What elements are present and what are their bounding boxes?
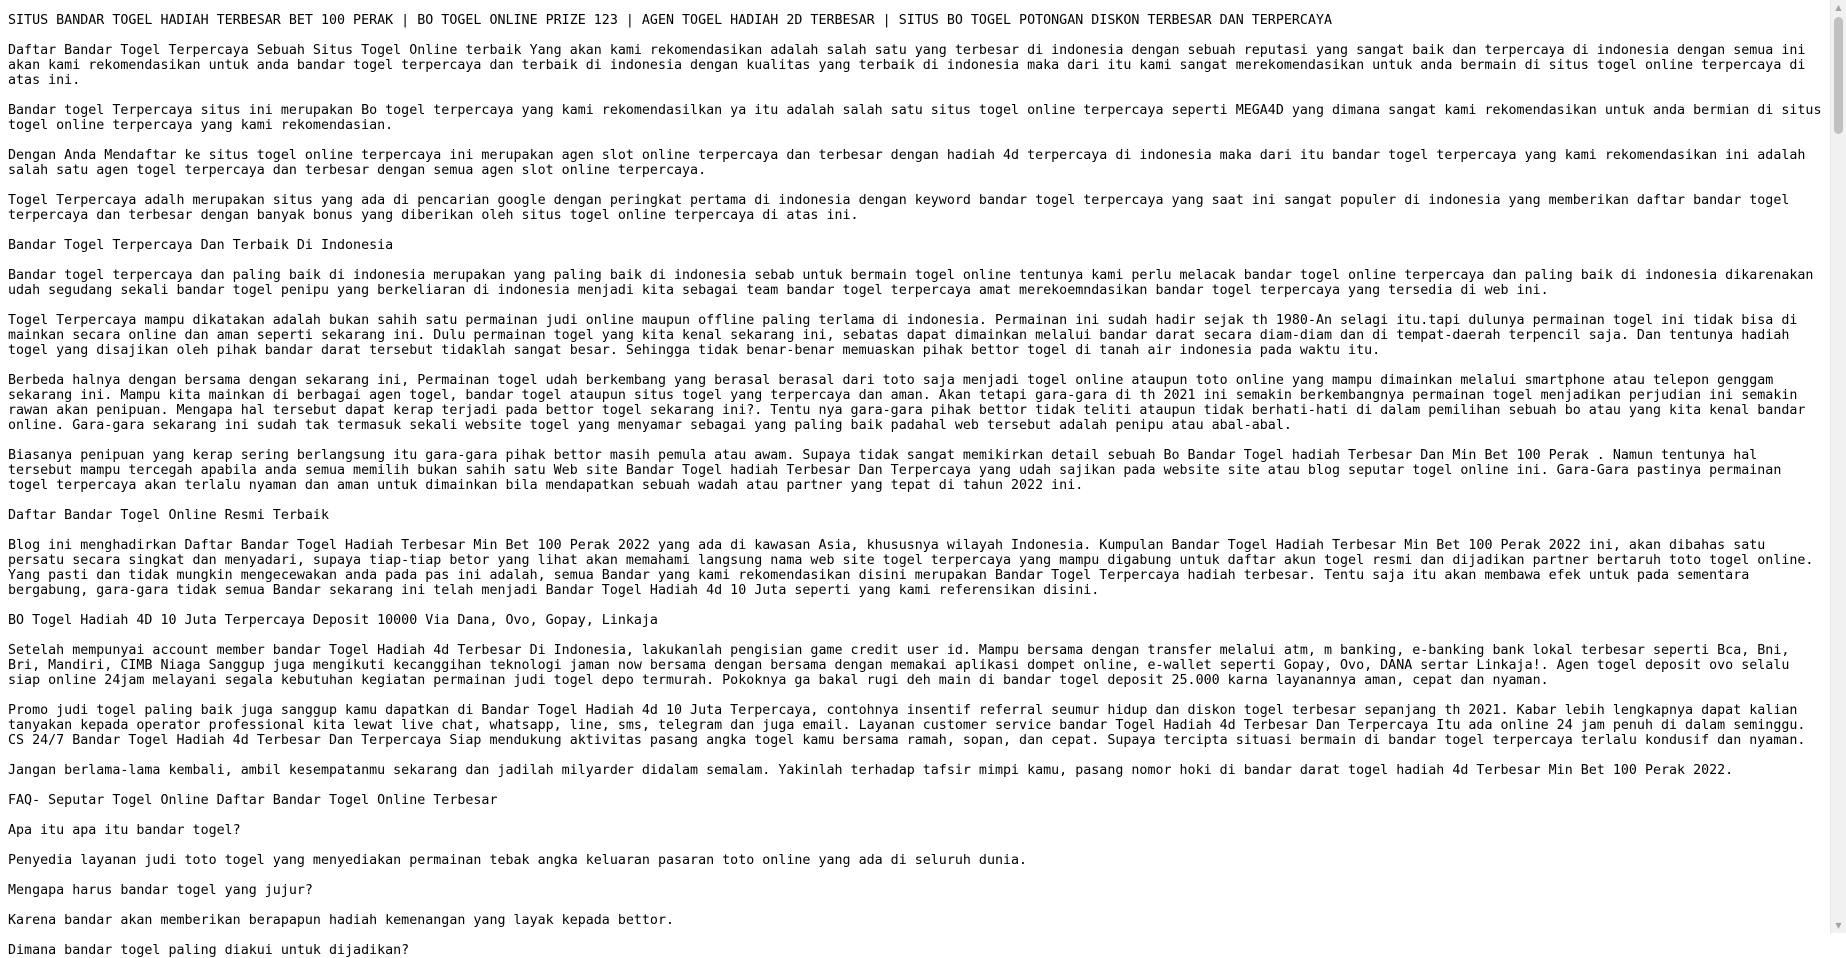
text-paragraph: Bandar Togel Terpercaya Dan Terbaik Di Indonesia (8, 238, 394, 253)
text-paragraph: Bandar togel terpercaya dan paling baik di indonesia merupakan yang paling baik di indonesia sebab untuk bermain togel online tentunya kami perlu melacak bandar togel online terpercaya dan paling baik di indonesia dikarenakan udah segudang sekali bandar togel penipu yang berkeliaran di indonesia menjadi kita sebagai team bandar togel terpercaya amat merekoemndasikan bandar togel terpercaya yang tersedia di web ini. (8, 268, 1822, 298)
text-paragraph: Dengan Anda Mendaftar ke situs togel online terpercaya ini merupakan agen slot online terpercaya dan terbesar dengan hadiah 4d terpercaya di indonesia maka dari itu bandar togel terpercaya yang kami rekomendasikan ini adalah salah satu agen togel terpercaya dan terbesar dengan semua agen slot online terpercaya. (8, 148, 1814, 178)
text-paragraph: Biasanya penipuan yang kerap sering berlangsung itu gara-gara pihak bettor masih pemula atau awam. Supaya tidak sangat memikirkan detail sebuah Bo Bandar Togel hadiah Terbesar Dan Min Bet 100 Perak . Namun tentunya hal tersebut mampu tercegah apabila anda semua memilih bukan sahih satu Web site Bandar Togel hadiah Terbesar Dan Terpercaya yang udah sajikan pada website site atau blog seputar togel online ini. Gara-Gara pastinya permainan togel terpercaya akan terlalu nyaman dan aman untuk dimainkan bila mendapatkan sebuah wadah atau partner yang tepat di tahun 2022 ini. (8, 448, 1790, 493)
text-paragraph: Bandar togel Terpercaya situs ini merupakan Bo togel terpercaya yang kami rekomendasilkan ya itu adalah salah satu situs togel online terpercaya seperti MEGA4D yang dimana sangat kami rekomendasikan untuk anda bermian di situs togel online terpercaya yang kami rekomendasian. (8, 103, 1830, 133)
page-heading: SITUS BANDAR TOGEL HADIAH TERBESAR BET 100 PERAK | BO TOGEL ONLINE PRIZE 123 | AGEN TOGEL HADIAH 2D TERBESAR | SITUS BO TOGEL POTONGAN DISKON TERBESAR DAN TERPERCAYA (8, 13, 1332, 28)
scroll-up-arrow-icon[interactable]: ▲ (1835, 3, 1842, 12)
text-paragraph: Setelah mempunyai account member bandar Togel Hadiah 4d Terbesar Di Indonesia, lakukanlah pengisian game credit user id. Mampu bersama dengan transfer melalui atm, m banking, e-banking bank lokal terbesar seperti Bca, Bni, Bri, Mandiri, CIMB Niaga Sanggup juga mengikuti kecanggihan teknologi jaman now bersama dengan bersama dengan memakai aplikasi dompet online, e-wallet seperti Gopay, Ovo, DANA sertar Linkaja!. Agen togel deposit ovo selalu siap online 24jam melayani segala kebutuhan kegiatan permainan judi togel depo termurah. Pokoknya ga bakal rugi deh main di bandar togel deposit 25.000 karna layanannya aman, cepat dan nyaman. (8, 643, 1798, 688)
text-paragraph: Apa itu apa itu bandar togel? (8, 823, 241, 838)
text-paragraph: Togel Terpercaya adalh merupakan situs yang ada di pencarian google dengan peringkat pertama di indonesia dengan keyword bandar togel terpercaya yang saat ini sangat populer di indonesia yang memberikan daftar bandar togel terpercaya dan terbesar dengan banyak bonus yang diberikan oleh situs togel online terpercaya di atas ini. (8, 193, 1798, 223)
text-paragraph: FAQ- Seputar Togel Online Daftar Bandar Togel Online Terbesar (8, 793, 498, 808)
text-paragraph: Karena bandar akan memberikan berapapun hadiah kemenangan yang layak kepada bettor. (8, 913, 675, 928)
scroll-down-arrow-icon[interactable]: ▼ (1835, 921, 1842, 930)
text-paragraph: Penyedia layanan judi toto togel yang menyediakan permainan tebak angka keluaran pasaran toto online yang ada di seluruh dunia. (8, 853, 1028, 868)
text-paragraph: Blog ini menghadirkan Daftar Bandar Togel Hadiah Terbesar Min Bet 100 Perak 2022 yang ada di kawasan Asia, khususnya wilayah Indonesia. Kumpulan Bandar Togel Hadiah Terbesar Min Bet 100 Perak 2022 ini, akan dibahas satu persatu secara singkat dan menyadari, supaya tiap-tiap betor yang lihat akan memahami langsung nama web site togel terpercaya yang mampu digabung untuk daftar akun togel resmi dan dijadikan partner bertaruh toto togel online. Yang pasti dan tidak mungkin mengecewakan anda pada pas ini adalah, semua Bandar yang kami rekomendasikan disini merupakan Bandar Togel Terpercaya hadiah terbesar. Tentu saja itu akan membawa efek untuk pada sementara bergabung, gara-gara tidak semua Bandar sekarang ini telah menjadi Bandar Togel Hadiah 4d 10 Juta seperti yang kami referensikan disini. (8, 538, 1822, 598)
scrollbar-thumb[interactable] (1834, 17, 1843, 134)
text-paragraph: BO Togel Hadiah 4D 10 Juta Terpercaya Deposit 10000 Via Dana, Ovo, Gopay, Linkaja (8, 613, 658, 628)
vertical-scrollbar[interactable] (1830, 0, 1846, 933)
text-paragraph: Daftar Bandar Togel Online Resmi Terbaik (8, 508, 329, 523)
text-paragraph: Togel Terpercaya mampu dikatakan adalah bukan sahih satu permainan judi online maupun offline paling terlama di indonesia. Permainan ini sudah hadir sejak th 1980-An selagi itu.tapi dulunya permainan togel ini tidak bisa di mainkan secara online dan aman seperti sekarang ini. Dulu permainan togel yang kita kenal sekarang ini, sebatas dapat dimainkan melalui bandar darat secara diam-diam dan di tempat-daerah terpencil saja. Dan tentunya hadiah togel yang disajikan oleh pihak bandar darat tersebut tidaklah sangat besar. Sehingga tidak benar-benar memuaskan pihak bettor togel di tanah air indonesia pada waktu itu. (8, 313, 1806, 358)
text-paragraph: Dimana bandar togel paling diakui untuk dijadikan? (8, 943, 410, 958)
text-paragraph: Jangan berlama-lama kembali, ambil kesempatanmu sekarang dan jadilah milyarder didalam semalam. Yakinlah terhadap tafsir mimpi kamu, pasang nomor hoki di bandar darat togel hadiah 4d Terbesar Min Bet 100 Perak 2022. (8, 763, 1734, 778)
text-paragraph: Promo judi togel paling baik juga sanggup kamu dapatkan di Bandar Togel Hadiah 4d 10 Juta Terpercaya, contohnya insentif referral seumur hidup dan diskon togel terbesar sepanjang th 2021. Kabar lebih lengkapnya dapat kalian tanyakan kepada operator professional kita lewat live chat, whatsapp, line, sms, telegram dan juga email. Layanan customer service bandar Togel Hadiah 4d Terbesar Dan Terpercaya Itu ada online 24 jam penuh di dalam seminggu. CS 24/7 Bandar Togel Hadiah 4d Terbesar Dan Terpercaya Siap mendukung aktivitas pasang angka togel kamu bersama ramah, sopan, dan cepat. Supaya tercipta situasi bermain di bandar togel terpercaya terlalu kondusif dan nyaman. (8, 703, 1814, 748)
text-paragraph: Berbeda halnya dengan bersama dengan sekarang ini, Permainan togel udah berkembang yang berasal berasal dari toto saja menjadi togel online ataupun toto online yang mampu dimainkan melalui smartphone atau telepon genggam sekarang ini. Mampu kita mainkan di berbagai agen togel, bandar togel ataupun situs togel yang terpercaya dan aman. Akan tetapi gara-gara di th 2021 ini semakin berkembangnya permainan togel menjadikan perjudian ini semakin rawan akan penipuan. Mengapa hal tersebut dapat kerap terjadi pada bettor togel sekarang ini?. Tentu nya gara-gara pihak bettor tidak teliti ataupun tidak berhati-hati di dalam pemilihan sebuah bo atau yang kita kenal bandar online. Gara-gara sekarang ini sudah tak termasuk sekali website togel yang menyamar sebagai yang paling baik padahal web tersebut adalah penipu atau abal-abal. (8, 373, 1814, 433)
text-paragraph: Daftar Bandar Togel Terpercaya Sebuah Situs Togel Online terbaik Yang akan kami rekomendasikan adalah salah satu yang terbesar di indonesia dengan sebuah reputasi yang sangat baik dan terpercaya di indonesia dengan semua ini akan kami rekomendasikan untuk anda bandar togel terpercaya dan terbaik di indonesia dengan kualitas yang terbaik di indonesia maka dari itu kami sangat merekomendasikan untuk anda bermain di situs togel online terpercaya di atas ini. (8, 43, 1814, 88)
text-paragraph: Mengapa harus bandar togel yang jujur? (8, 883, 313, 898)
